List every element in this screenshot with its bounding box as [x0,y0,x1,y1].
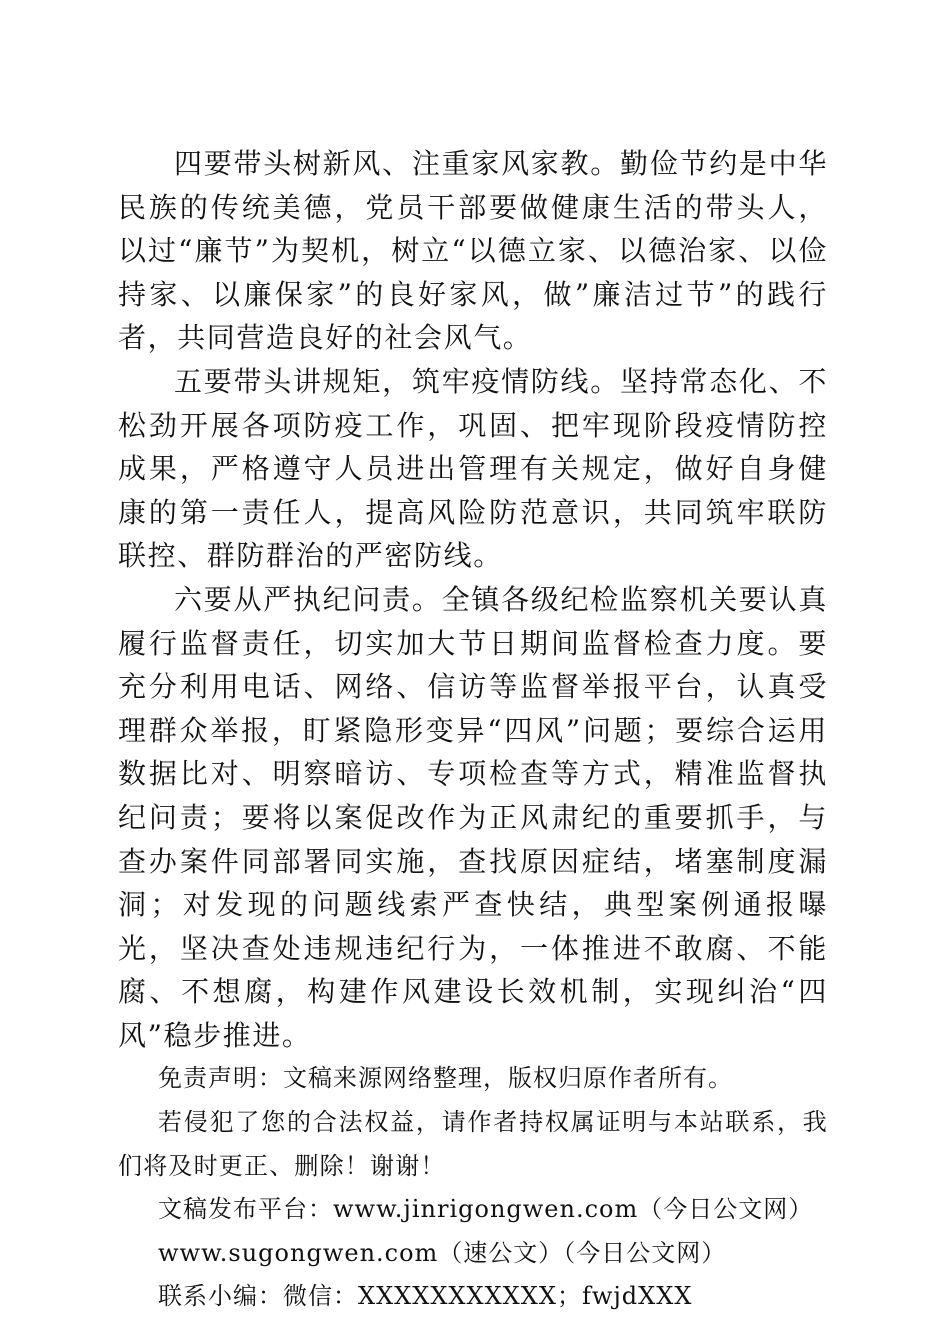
paragraph-epidemic-prevention: 五要带头讲规矩，筑牢疫情防线。坚持常态化、不松劲开展各项防疫工作，巩固、把牢现阶段疫情防控成果，严格遵守人员进出管理有关规定，做好自身健康的第一责任人，提高风险防范意识，共同筑牢联防联控、群防群治的严密防线。 [118,364,828,573]
document-body [118,142,828,1319]
disclaimer-line-1: 免责声明：文稿来源网络整理，版权归原作者所有。 [158,1064,733,1093]
platform-line-2: www.sugongwen.com（速公文）（今日公文网） [158,1238,727,1267]
paragraph-family-values: 四要带头树新风、注重家风家教。勤俭节约是中华民族的传统美德，党员干部要做健康生活的带头人，以过“廉节”为契机，树立“以德立家、以德治家、以俭持家、以廉保家”的良好家风，做”廉洁过节”的践行者，共同营造良好的社会风气。 [118,147,828,355]
disclaimer-line-2: 若侵犯了您的合法权益，请作者持权属证明与本站联系，我们将及时更正、删除！谢谢！ [118,1108,828,1180]
paragraph-discipline-accountability: 六要从严执纪问责。全镇各级纪检监察机关要认真履行监督责任，切实加大节日期间监督检查力度。要充分利用电话、网络、信访等监督举报平台，认真受理群众举报，盯紧隐形变异“四风”问题；要综合运用数据比对、明察暗访、专项检查等方式，精准监督执纪问责；要将以案促改作为正风肃纪的重要抓手，与查办案件同部署同实施，查找原因症结，堵塞制度漏洞；对发现的问题线索严查快结，典型案例通报曝光，坚决查处违规违纪行为，一体推进不敢腐、不能腐、不想腐，构建作风建设长效机制，实现纠治“四风”稳步推进。 [118,582,828,1052]
platform-line-1: 文稿发布平台：www.jinrigongwen.com（今日公文网） [158,1195,814,1224]
contact-line: 联系小编：微信：XXXXXXXXXXX；fwjdXXX [158,1282,693,1311]
